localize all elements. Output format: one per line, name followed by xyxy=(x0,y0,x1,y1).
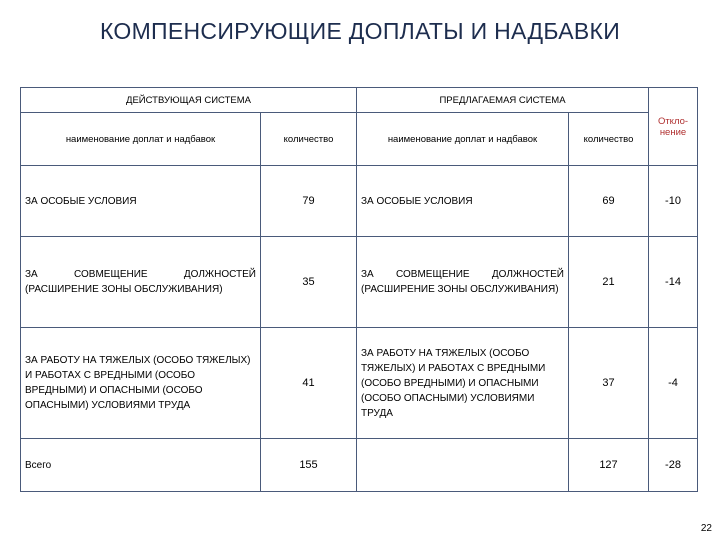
current-name-header: наименование доплат и надбавок xyxy=(21,113,261,166)
proposed-qty-header: количество xyxy=(569,113,649,166)
table-row xyxy=(21,166,698,237)
deviation-value: -10 xyxy=(649,166,698,237)
current-allowance-qty: 41 xyxy=(261,328,357,439)
total-label: Всего xyxy=(21,439,261,492)
current-allowance-name: ЗА ОСОБЫЕ УСЛОВИЯ xyxy=(21,166,261,237)
page-title: КОМПЕНСИРУЮЩИЕ ДОПЛАТЫ И НАДБАВКИ xyxy=(99,18,621,44)
proposed-allowance-name: ЗА РАБОТУ НА ТЯЖЕЛЫХ (ОСОБО ТЯЖЕЛЫХ) И РАБОТАХ С ВРЕДНЫМИ (ОСОБО ВРЕДНЫМИ) И ОПАСНЫМИ (ОСОБО ОПАСНЫМИ) УСЛОВИЯМИ ТРУДА xyxy=(357,328,569,439)
proposed-system-header: ПРЕДЛАГАЕМАЯ СИСТЕМА xyxy=(357,88,649,113)
allowances-table-container xyxy=(20,87,697,492)
proposed-allowance-name: ЗА СОВМЕЩЕНИЕ ДОЛЖНОСТЕЙ (РАСШИРЕНИЕ ЗОНЫ ОБСЛУЖИВАНИЯ) xyxy=(357,237,569,328)
deviation-value: -4 xyxy=(649,328,698,439)
current-qty-header: количество xyxy=(261,113,357,166)
deviation-header: Откло-нение xyxy=(649,88,698,166)
current-system-header: ДЕЙСТВУЮЩАЯ СИСТЕМА xyxy=(21,88,357,113)
deviation-value: -14 xyxy=(649,237,698,328)
proposed-allowance-name: ЗА ОСОБЫЕ УСЛОВИЯ xyxy=(357,166,569,237)
page-number: 22 xyxy=(700,523,712,534)
current-total-qty: 155 xyxy=(261,439,357,492)
current-allowance-qty: 79 xyxy=(261,166,357,237)
table-row-total xyxy=(21,439,698,492)
proposed-total-qty: 127 xyxy=(569,439,649,492)
proposed-allowance-qty: 37 xyxy=(569,328,649,439)
table-row xyxy=(21,237,698,328)
proposed-total-name xyxy=(357,439,569,492)
current-allowance-name: ЗА РАБОТУ НА ТЯЖЕЛЫХ (ОСОБО ТЯЖЕЛЫХ) И РАБОТАХ С ВРЕДНЫМИ (ОСОБО ВРЕДНЫМИ) И ОПАСНЫМИ (ОСОБО ОПАСНЫМИ) УСЛОВИЯМИ ТРУДА xyxy=(21,328,261,439)
proposed-allowance-qty: 69 xyxy=(569,166,649,237)
current-allowance-name: ЗА СОВМЕЩЕНИЕ ДОЛЖНОСТЕЙ (РАСШИРЕНИЕ ЗОНЫ ОБСЛУЖИВАНИЯ) xyxy=(21,237,261,328)
allowances-table xyxy=(20,87,698,492)
current-allowance-qty: 35 xyxy=(261,237,357,328)
proposed-allowance-qty: 21 xyxy=(569,237,649,328)
proposed-name-header: наименование доплат и надбавок xyxy=(357,113,569,166)
table-row xyxy=(21,328,698,439)
total-deviation-value: -28 xyxy=(649,439,698,492)
